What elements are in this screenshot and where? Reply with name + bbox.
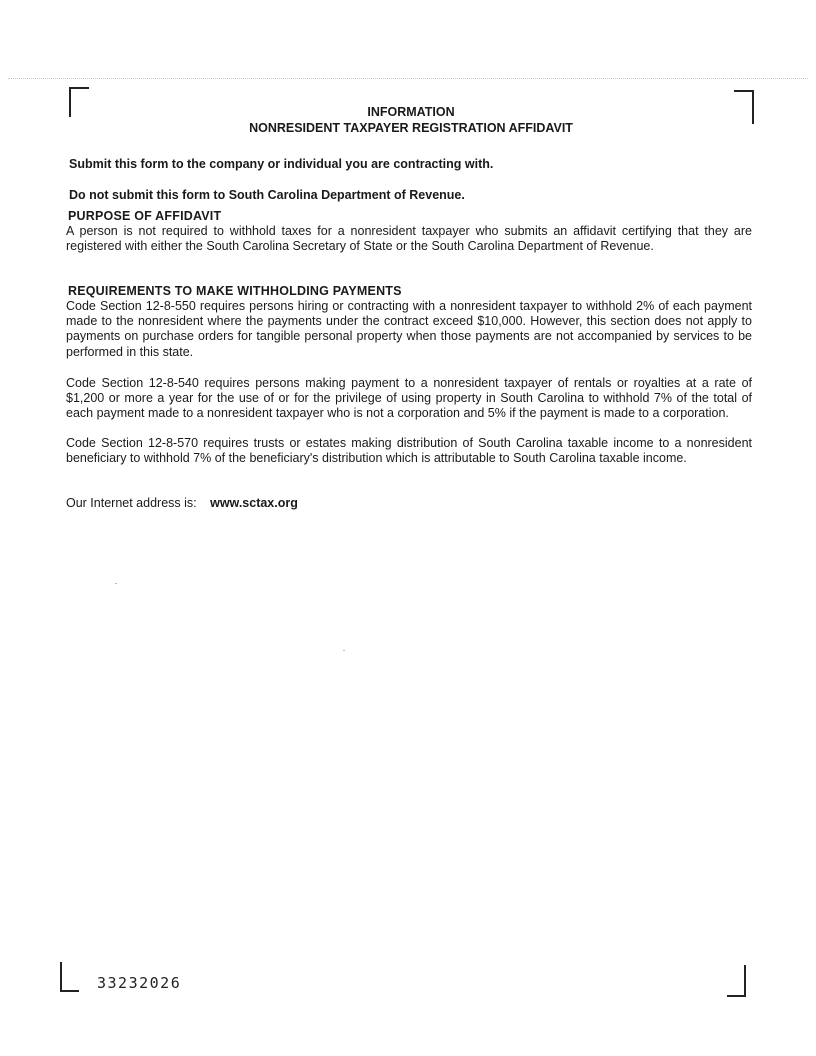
registration-mark-bottom-right [727,965,746,997]
scan-speck [115,583,117,584]
registration-mark-bottom-left [60,962,79,992]
requirements-paragraph-12-8-570: Code Section 12-8-570 requires trusts or estates making distribution of South Carolina taxable income to a nonresident beneficiary to withhold 7% of the beneficiary's distribution which is attributable to South Carolina taxable income. [66,436,752,466]
header-information: INFORMATION [367,105,455,119]
submit-instruction: Submit this form to the company or individual you are contracting with. [69,157,494,171]
purpose-heading: PURPOSE OF AFFIDAVIT [68,209,222,223]
scan-speck [343,650,345,651]
requirements-heading: REQUIREMENTS TO MAKE WITHHOLDING PAYMENTS [68,284,402,298]
internet-address-label: Our Internet address is: [66,496,197,510]
requirements-paragraph-12-8-550: Code Section 12-8-550 requires persons hiring or contracting with a nonresident taxpayer to withhold 2% of each payment made to the nonresident where the payments under the contract exceed $10,000. However, this section does not apply to payments on purchase orders for tangible personal property when those payments are not accompanied by services to be performed in this state. [66,299,752,359]
page-title: NONRESIDENT TAXPAYER REGISTRATION AFFIDAVIT [249,121,573,135]
form-number: 33232026 [97,974,182,992]
purpose-paragraph: A person is not required to withhold taxes for a nonresident taxpayer who submits an affidavit certifying that they are registered with either the South Carolina Secretary of State or the South Carolina Department of Revenue. [66,224,752,254]
do-not-submit-instruction: Do not submit this form to South Carolina Department of Revenue. [69,188,465,202]
requirements-paragraph-12-8-540: Code Section 12-8-540 requires persons making payment to a nonresident taxpayer of rentals or royalties at a rate of $1,200 or more a year for the use of or for the privilege of using property in South Carolina to withhold 7% of the total of each payment made to a nonresident taxpayer who is not a corporation and 5% if the payment is made to a corporation. [66,376,752,421]
internet-address-link[interactable]: www.sctax.org [210,496,298,510]
scan-edge-line [8,78,808,79]
internet-address-line [66,495,298,511]
